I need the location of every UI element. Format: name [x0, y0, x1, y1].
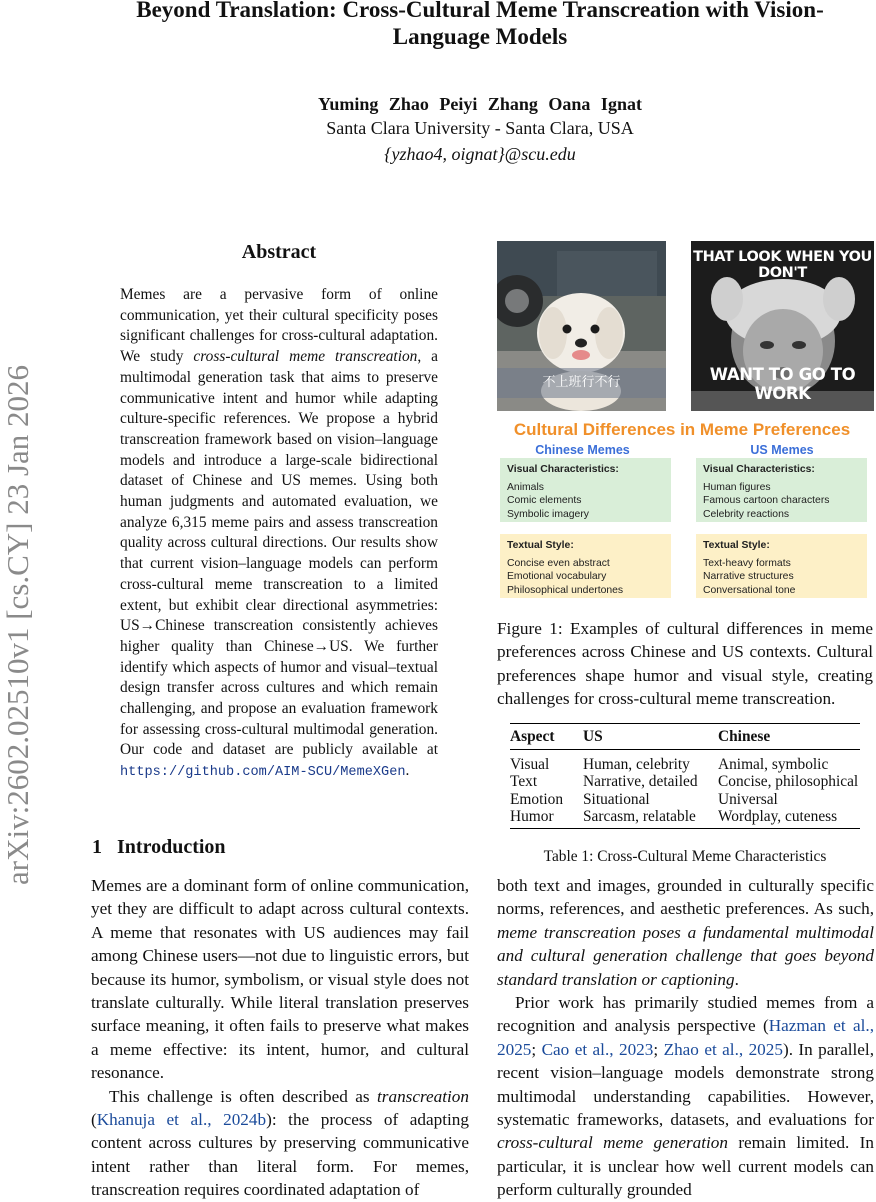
intro-right-column — [497, 874, 874, 1202]
chinese-meme-image — [497, 241, 666, 411]
card-label: Textual Style: — [507, 540, 574, 551]
figure-title: Cultural Differences in Meme Preferences — [513, 420, 851, 439]
table-cell: Sarcasm, relatable — [583, 808, 718, 829]
table-cell: Universal — [718, 790, 778, 808]
arxiv-stamp: arXiv:2602.02510v1 [cs.CY] 23 Jan 2026 — [0, 364, 35, 885]
affiliation: Santa Clara University - Santa Clara, USA — [326, 118, 634, 138]
us-meme-top-text: THAT LOOK WHEN YOU DON'T — [693, 249, 872, 281]
chinese-memes-heading: Chinese Memes — [535, 443, 630, 457]
table-row — [510, 750, 860, 774]
card-label: Textual Style: — [703, 540, 770, 551]
chinese-visual-card — [500, 458, 671, 522]
card-item: Famous cartoon characters — [703, 495, 830, 506]
table-header-cell: US — [583, 724, 718, 750]
card-item: Text-heavy formats — [703, 557, 791, 569]
intro-paragraph-1: Memes are a dominant form of online communication, yet they are difficult to adapt across cultural contexts. A meme that resonates with US audiences may fail among Chinese users—not due to linguistic errors, but because its humor, symbolism, or visual style does not translate culturally. While literal translation preserves surface meaning, it often fails to preserve what makes a meme effective: its intent, humor, and cultural resonance. — [91, 876, 469, 1083]
us-memes-heading: US Memes — [750, 443, 814, 457]
table-row — [510, 791, 860, 808]
table-cell: Situational — [583, 790, 650, 808]
us-visual-card — [696, 458, 867, 522]
table-header-row — [510, 724, 860, 750]
citation-link[interactable]: Cao et al., 2023 — [541, 1039, 654, 1059]
table-caption: Table 1: Cross-Cultural Meme Characteristics — [543, 848, 827, 865]
dataset-link[interactable]: https://github.com/AIM-SCU/MemeXGen — [120, 765, 406, 781]
citation-link[interactable]: Khanuja et al., 2024b — [96, 1110, 267, 1130]
card-item: Animals — [507, 481, 544, 493]
characteristics-table — [510, 723, 860, 829]
card-label: Visual Characteristics: — [703, 464, 815, 475]
figure-caption: Figure 1: Examples of cultural differences in meme preferences across Chinese and US contexts. Cultural preferences shape humor and visual style, creating challenges for cross-cultural meme transcreation. — [497, 619, 873, 709]
citation-link[interactable]: Zhao et al., 2025 — [663, 1039, 783, 1059]
paper-title: Beyond Translation: Cross-Cultural Meme Transcreation with Vision-Language Models — [136, 0, 824, 49]
card-item: Emotional vocabulary — [507, 571, 607, 582]
abstract-body: Memes are a pervasive form of online communication, yet their cultural specificity poses significant challenges for cross-cultural adaptation. We study cross-cultural meme transcreation, a multimodal generation task that aims to preserve communicative intent and humor while adapting culture-specific references. We propose a hybrid transcreation framework based on vision–language models and introduce a large-scale bidirectional dataset of Chinese and US memes. Using both human judgments and automated evaluation, we analyze 6,315 meme pairs and assess transcreation quality across cultural directions. Our results show that current vision–language models can perform cross-cultural meme transcreation to a limited extent, but exhibit clear directional asymmetries: US→Chinese transcreation consistently achieves higher quality than Chinese→US. We further identify which aspects of humor and visual–textual design transfer across cultures and which remain challenging, and propose an evaluation framework for assessing cross-cultural multimodal generation. Our code and dataset are publicly available at https://github.com/AIM-SCU/MemeXGen. — [120, 286, 439, 781]
us-text-card — [696, 534, 867, 598]
table-cell: Wordplay, cuteness — [718, 808, 860, 829]
table-cell: Text — [510, 773, 538, 791]
card-item: Narrative structures — [703, 571, 794, 582]
chinese-meme-caption: 不上班行不行 — [497, 368, 666, 398]
card-item: Conversational tone — [703, 584, 796, 596]
table-cell: Animal, symbolic — [718, 756, 829, 773]
author-email: {yzhao4, oignat}@scu.edu — [384, 144, 576, 164]
card-label: Visual Characteristics: — [507, 464, 619, 475]
us-meme-image — [691, 241, 874, 411]
table-header-cell: Chinese — [718, 724, 860, 750]
chinese-text-card — [500, 534, 671, 598]
table-header-cell: Aspect — [510, 724, 583, 750]
table-cell: Human, celebrity — [583, 756, 690, 773]
table-cell: Narrative, detailed — [583, 773, 698, 791]
intro-left-column — [91, 874, 469, 1202]
card-item: Comic elements — [507, 495, 582, 506]
table-cell: Concise, philosophical — [718, 773, 859, 791]
table-row — [510, 773, 860, 790]
intro-paragraph-4: Prior work has primarily studied memes from a recognition and analysis perspective (Hazman et al., 2025; Cao et al., 2023; Zhao et al., 2025). In parallel, recent vision–language models demonstrate strong multimodal understanding capabilities. However, systematic frameworks, datasets, and evaluations for cross-cultural meme generation remain limited. In particular, it is unclear how well current models can perform culturally grounded — [497, 993, 874, 1200]
card-item: Celebrity reactions — [703, 508, 790, 520]
citation-link[interactable]: Hazman et al., 2025 — [497, 1016, 874, 1059]
card-item: Philosophical undertones — [507, 584, 624, 596]
table-cell: Emotion — [510, 790, 564, 808]
intro-paragraph-2: This challenge is often described as transcreation (Khanuja et al., 2024b): the process of adapting content across cultures by preserving communicative intent rather than literal form. For memes, transcreation requires coordinated adaptation of — [91, 1086, 469, 1200]
table-row — [510, 808, 860, 829]
intro-paragraph-3: both text and images, grounded in culturally specific norms, references, and aesthetic preferences. As such, meme transcreation poses a fundamental multimodal and cultural generation challenge that goes beyond standard translation or captioning. — [497, 876, 874, 989]
section-heading: 1 Introduction — [92, 836, 226, 858]
table-cell: Humor — [510, 808, 583, 829]
table-cell: Visual — [510, 756, 550, 773]
card-item: Human figures — [703, 481, 771, 493]
abstract-heading: Abstract — [241, 241, 317, 263]
author-list: Yuming Zhao Peiyi Zhang Oana Ignat — [318, 94, 642, 114]
card-item: Concise even abstract — [507, 557, 610, 569]
us-meme-bottom-text: WANT TO GO TO WORK — [709, 365, 856, 403]
card-item: Symbolic imagery — [507, 508, 589, 520]
